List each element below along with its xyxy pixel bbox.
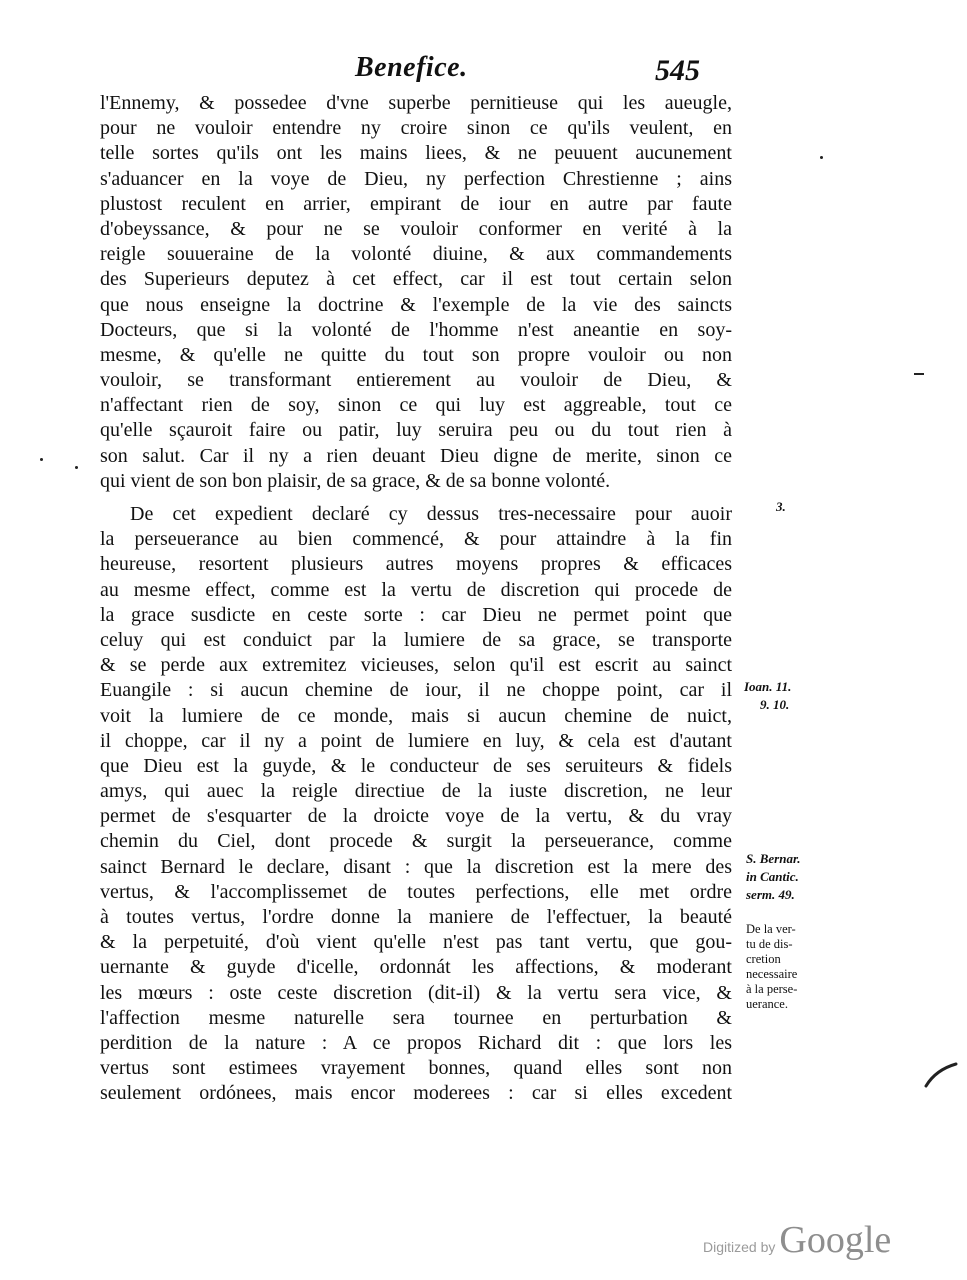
text-line: que nous enseigne la doctrine & l'exemple de la vie des saincts bbox=[100, 293, 732, 316]
margin-citation-bernard-work: in Cantic. bbox=[746, 869, 799, 884]
paragraph-gap bbox=[100, 494, 732, 502]
google-logo: Google bbox=[779, 1219, 892, 1261]
text-line: amys, qui auec la reigle directiue de la iuste discretion, ne leur bbox=[100, 780, 732, 803]
margin-citation-ioan-verses: 9. 10. bbox=[760, 697, 790, 712]
margin-topic-line: uerance. bbox=[746, 997, 788, 1011]
text-line: De cet expedient declaré cy dessus tres-necessaire pour auoir bbox=[130, 503, 732, 525]
text-line: celuy qui est conduict par la lumiere de sa grace, se transporte bbox=[100, 628, 732, 651]
text-line: qui vient de son bon plaisir, de sa grace, & de sa bonne volonté. bbox=[100, 469, 611, 492]
text-line: l'affection mesme naturelle sera tournee en perturbation & bbox=[100, 1006, 732, 1029]
text-line: telle sortes qu'ils ont les mains liees, & ne peuuent aucunement bbox=[100, 142, 732, 165]
scan-speck bbox=[914, 373, 924, 375]
scan-speck bbox=[75, 466, 78, 469]
text-line: & se perde aux extremitez vicieuses, selon qu'il est escrit au sainct bbox=[100, 654, 732, 677]
body-text bbox=[100, 91, 732, 1107]
margin-topic-line: tu de dis- bbox=[746, 937, 793, 951]
text-line: permet de s'esquarter de la droicte voye de la vertu, & du vray bbox=[100, 805, 732, 828]
scan-speck bbox=[820, 156, 823, 159]
text-line: perdition de la nature : A ce propos Richard dit : que lors les bbox=[100, 1031, 732, 1054]
text-line: au mesme effect, comme est la vertu de discretion qui procede de bbox=[100, 578, 732, 601]
digitized-label: Digitized by bbox=[703, 1239, 776, 1255]
text-line: s'aduancer en la voye de Dieu, ny perfection Chrestienne ; ains bbox=[100, 167, 732, 190]
text-line: & la perpetuité, d'où vient qu'elle n'est pas tant vertu, que gou- bbox=[100, 931, 732, 954]
text-line: seulement ordónees, mais encor moderees : car si elles excedent bbox=[100, 1082, 732, 1105]
margin-topic-line: necessaire bbox=[746, 967, 798, 981]
margin-topic-line: cretion bbox=[746, 952, 781, 966]
text-line: Docteurs, que si la volonté de l'homme n'est aneantie en soy- bbox=[100, 318, 732, 341]
text-line: voit la lumiere de ce monde, mais si aucun chemine de nuict, bbox=[100, 704, 732, 727]
text-line: vertus sont estimees vrayement bonnes, quand elles sont non bbox=[100, 1057, 732, 1080]
digitized-footer bbox=[703, 1218, 891, 1262]
text-line: la grace susdicte en ceste sorte : car Dieu ne permet point que bbox=[100, 603, 732, 626]
text-line: d'obeyssance, & pour ne se vouloir conformer en verité à la bbox=[100, 217, 732, 240]
text-line: chemin du Ciel, dont procede & surgit la perseuerance, comme bbox=[100, 830, 732, 853]
margin-ref-number: 3. bbox=[776, 499, 786, 514]
text-line: les mœurs : oste ceste discretion (dit-il) & la vertu sera vice, & bbox=[100, 981, 732, 1004]
text-line: vouloir, se transformant entierement au vouloir de Dieu, & bbox=[100, 369, 732, 392]
text-line: la perseuerance au bien commencé, & pour attaindre à la fin bbox=[100, 528, 732, 551]
text-line: sainct Bernard le declare, disant : que la discretion est la mere des bbox=[100, 855, 732, 878]
text-line: que Dieu est la guyde, & le conducteur de ses seruiteurs & fidels bbox=[100, 754, 732, 777]
text-line: à toutes vertus, l'ordre donne la maniere de l'effectuer, la beauté bbox=[100, 906, 732, 928]
margin-citation-ioan: Ioan. 11. bbox=[744, 679, 792, 694]
text-line: vertus, & l'accomplissemet de toutes perfections, elle met ordre bbox=[100, 880, 732, 903]
scan-stroke bbox=[924, 1062, 958, 1088]
margin-topic-line: De la ver- bbox=[746, 922, 796, 936]
margin-topic-line: à la perse- bbox=[746, 982, 798, 996]
text-line: mesme, & qu'elle ne quitte du tout son propre vouloir ou non bbox=[100, 343, 732, 366]
text-line: qu'elle sçauroit faire ou patir, luy seruira peu ou du tout rien à bbox=[100, 419, 732, 442]
margin-citation-bernard-sermon: serm. 49. bbox=[746, 887, 795, 902]
page-number: 545 bbox=[655, 54, 700, 87]
text-line: il choppe, car il ny a point de lumiere en luy, & cela est d'autant bbox=[100, 729, 732, 752]
text-line: plustost reculent en arrier, empirant de iour en autre par faute bbox=[100, 192, 732, 215]
text-line: des Superieurs deputez à cet effect, car il est tout certain selon bbox=[100, 268, 732, 291]
text-line: reigle souueraine de la volonté diuine, & aux commandements bbox=[100, 243, 732, 266]
margin-citation-bernard: S. Bernar. bbox=[746, 851, 801, 866]
text-line: Euangile : si aucun chemine de iour, il ne choppe point, car il bbox=[100, 679, 732, 702]
text-line: pour ne vouloir entendre ny croire sinon ce qu'ils veulent, en bbox=[100, 117, 732, 140]
running-title: Benefice. bbox=[355, 52, 468, 83]
text-line: n'affectant rien de soy, sinon ce qui luy est aggreable, tout ce bbox=[100, 394, 732, 417]
text-line: heureuse, resortent plusieurs autres moyens propres & efficaces bbox=[100, 553, 732, 576]
text-line: son salut. Car il ny a rien deuant Dieu digne de merite, sinon ce bbox=[100, 444, 732, 467]
scan-speck bbox=[40, 458, 43, 461]
text-line: l'Ennemy, & possedee d'vne superbe pernitieuse qui les aueugle, bbox=[100, 92, 732, 114]
text-line: uernante & guyde d'icelle, ordonnát les affections, & moderant bbox=[100, 956, 732, 979]
